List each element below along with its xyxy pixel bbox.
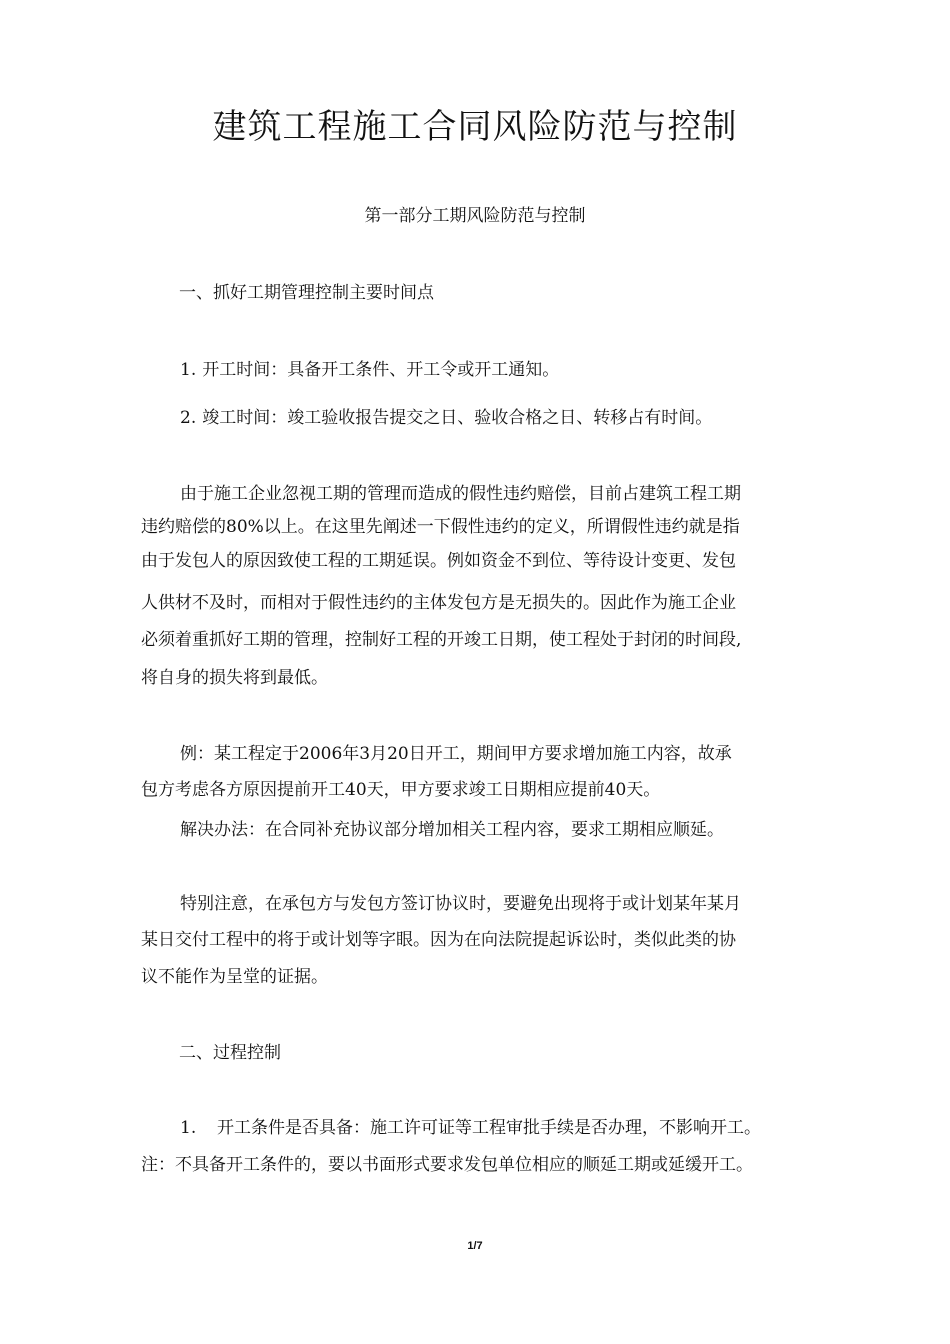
note-line: 某日交付工程中的将于或计划等字眼。因为在向法院提起诉讼时，类似此类的协 bbox=[141, 930, 736, 950]
document-title: 建筑工程施工合同风险防范与控制 bbox=[212, 107, 738, 147]
list-number: 2. bbox=[180, 408, 197, 428]
paragraph-line: 违约赔偿的80%以上。在这里先阐述一下假性违约的定义，所谓假性违约就是指 bbox=[141, 517, 740, 537]
list-item bbox=[180, 405, 712, 431]
list-text: 竣工时间：竣工验收报告提交之日、验收合格之日、转移占有时间。 bbox=[202, 408, 713, 428]
part-heading: 第一部分工期风险防范与控制 bbox=[364, 206, 586, 226]
paragraph-line: 将自身的损失将到最低。 bbox=[141, 668, 328, 688]
list-item bbox=[180, 1115, 761, 1141]
note-line: 注：不具备开工条件的，要以书面形式要求发包单位相应的顺延工期或延缓开工。 bbox=[141, 1155, 753, 1175]
page-number: 1/7 bbox=[467, 1240, 483, 1252]
section-heading: 一、抓好工期管理控制主要时间点 bbox=[179, 283, 434, 303]
paragraph-line: 由于发包人的原因致使工程的工期延误。例如资金不到位、等待设计变更、发包 bbox=[141, 551, 736, 571]
paragraph-line: 人供材不及时，而相对于假性违约的主体发包方是无损失的。因此作为施工企业 bbox=[141, 593, 736, 613]
list-text: 开工时间：具备开工条件、开工令或开工通知。 bbox=[202, 360, 560, 380]
section-heading: 二、过程控制 bbox=[179, 1043, 281, 1063]
example-line: 例：某工程定于2006年3月20日开工，期间甲方要求增加施工内容，故承 bbox=[180, 744, 732, 764]
list-text: 开工条件是否具备：施工许可证等工程审批手续是否办理，不影响开工。 bbox=[217, 1118, 761, 1138]
list-item bbox=[180, 357, 559, 383]
example-line: 包方考虑各方原因提前开工40天，甲方要求竣工日期相应提前40天。 bbox=[141, 780, 661, 800]
paragraph-line: 由于施工企业忽视工期的管理而造成的假性违约赔偿，目前占建筑工程工期 bbox=[180, 484, 741, 504]
note-line: 议不能作为呈堂的证据。 bbox=[141, 967, 328, 987]
note-line: 特别注意，在承包方与发包方签订协议时，要避免出现将于或计划某年某月 bbox=[180, 894, 741, 914]
paragraph-line: 必须着重抓好工期的管理，控制好工程的开竣工日期，使工程处于封闭的时间段, bbox=[141, 630, 742, 650]
list-number: 1. bbox=[180, 1118, 197, 1138]
list-number: 1. bbox=[180, 360, 197, 380]
solution-line: 解决办法：在合同补充协议部分增加相关工程内容，要求工期相应顺延。 bbox=[180, 820, 724, 840]
